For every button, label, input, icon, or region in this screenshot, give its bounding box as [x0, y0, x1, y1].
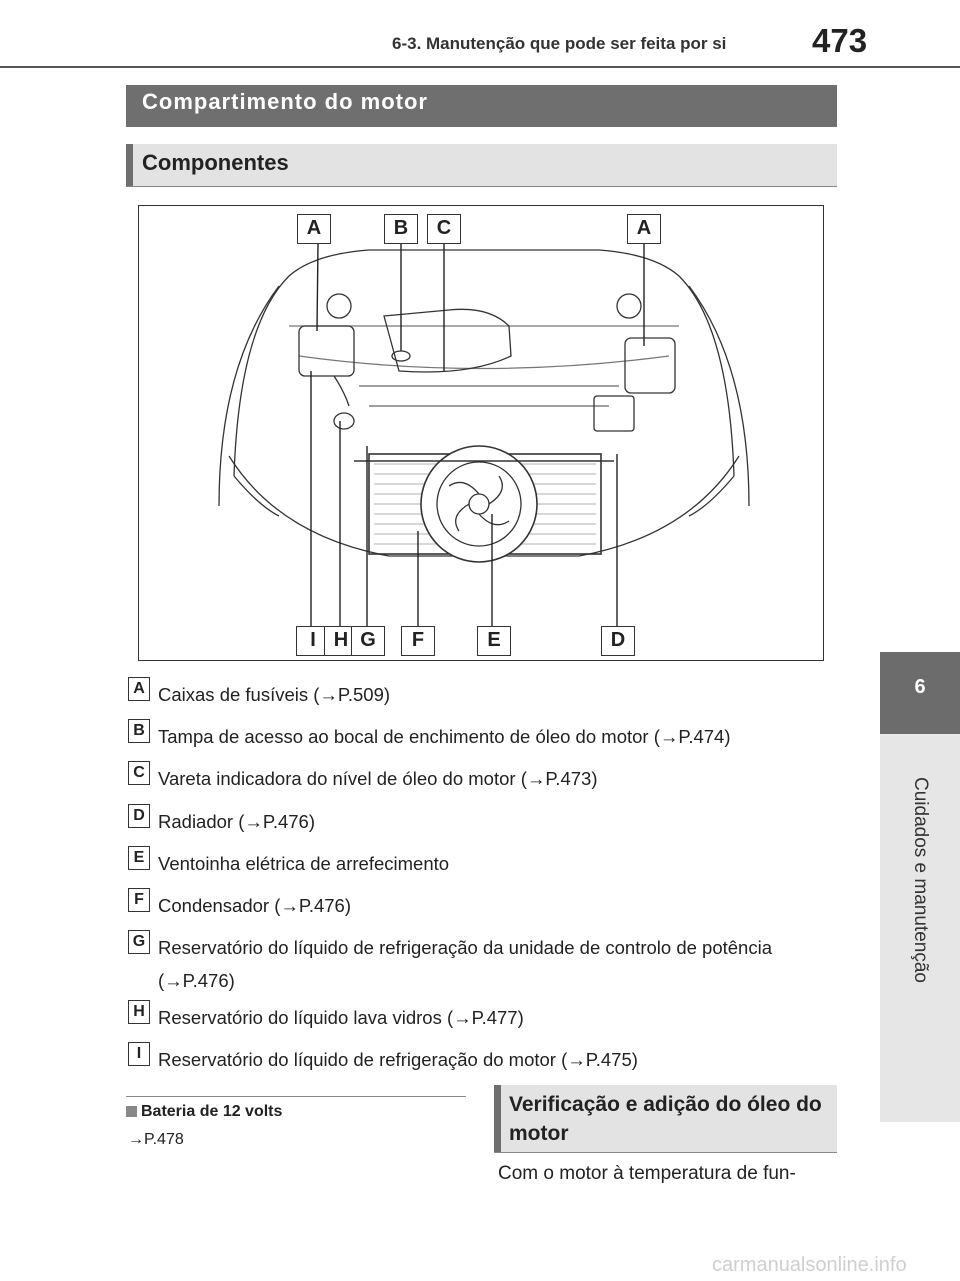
- legend-text: Condensador (→P.476): [158, 895, 352, 916]
- callout-b: B: [384, 214, 418, 244]
- legend-text: Reservatório do líquido de refrigeração do motor (→P.475): [158, 1049, 638, 1070]
- chapter-label: Cuidados e manutenção: [910, 777, 931, 983]
- page-header: [0, 0, 960, 70]
- callout-d: D: [601, 626, 635, 656]
- legend-text: Tampa de acesso ao bocal de enchimento de óleo do motor (→P.474): [158, 726, 731, 747]
- engine-illustration: [139, 206, 822, 659]
- battery-reference: →P.478: [128, 1131, 184, 1148]
- legend-text: Vareta indicadora do nível de óleo do motor (→P.473): [158, 768, 598, 789]
- legend-letter: A: [128, 677, 150, 701]
- callout-a-left: A: [297, 214, 331, 244]
- callout-c: C: [427, 214, 461, 244]
- header-divider: [0, 66, 960, 68]
- page-number: 473: [812, 22, 868, 59]
- legend-letter: D: [128, 804, 150, 828]
- legend-text: Reservatório do líquido lava vidros (→P.477): [158, 1007, 524, 1028]
- section-title: 6-3. Manutenção que pode ser feita por si: [392, 34, 727, 53]
- callout-i: I: [296, 626, 330, 656]
- verification-body: Com o motor à temperatura de fun-: [498, 1163, 796, 1184]
- verification-heading-rule: [494, 1152, 837, 1153]
- chapter-number: 6: [914, 676, 926, 698]
- subheading: Componentes: [142, 150, 289, 175]
- legend-letter: C: [128, 761, 150, 785]
- legend-letter: F: [128, 888, 150, 912]
- callout-h: H: [324, 626, 358, 656]
- callout-a-right: A: [627, 214, 661, 244]
- legend-text: Radiador (→P.476): [158, 811, 315, 832]
- section-heading: Compartimento do motor: [142, 89, 428, 114]
- legend-letter: B: [128, 719, 150, 743]
- engine-compartment-figure: [138, 205, 824, 661]
- watermark: carmanualsonline.info: [712, 1254, 907, 1276]
- subheading-rule: [126, 186, 837, 187]
- battery-heading-text: Bateria de 12 volts: [141, 1103, 283, 1120]
- legend-text: Ventoinha elétrica de arrefecimento: [158, 853, 450, 874]
- battery-divider: [126, 1096, 466, 1097]
- callout-g: G: [351, 626, 385, 656]
- callout-e: E: [477, 626, 511, 656]
- legend-text: Caixas de fusíveis (→P.509): [158, 684, 391, 705]
- legend-letter: I: [128, 1042, 150, 1066]
- callout-f: F: [401, 626, 435, 656]
- legend-letter: G: [128, 930, 150, 954]
- battery-heading: [126, 1103, 282, 1121]
- verification-heading: Verificação e adição do óleo do motor: [509, 1093, 822, 1145]
- legend-letter: E: [128, 846, 150, 870]
- square-bullet-icon: [126, 1106, 137, 1117]
- legend-text: Reservatório do líquido de refrigeração da unidade de controlo de potência (→P.476): [158, 937, 772, 991]
- legend-letter: H: [128, 1000, 150, 1024]
